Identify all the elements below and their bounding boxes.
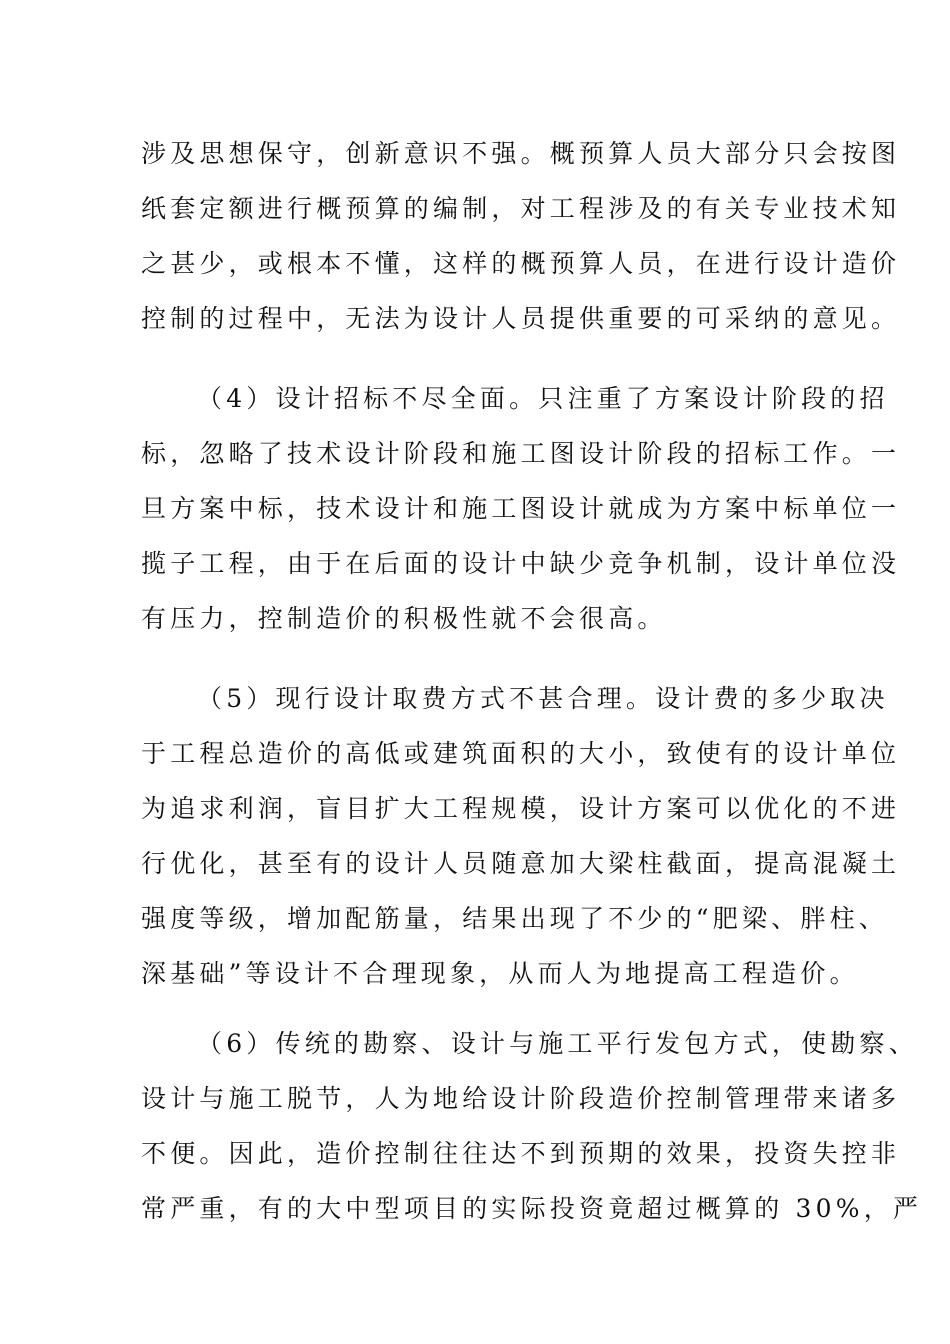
paragraph-line: 设计与施工脱节，人为地给设计阶段造价控制管理带来诸多 xyxy=(141,1084,901,1113)
paragraph-line: 标，忽略了技术设计阶段和施工图设计阶段的招标工作。一 xyxy=(141,439,901,468)
paragraph-design-staff xyxy=(141,126,901,346)
paragraph-contracting-method xyxy=(141,1016,923,1236)
paragraph-line: 纸套定额进行概预算的编制，对工程涉及的有关专业技术知 xyxy=(141,194,901,223)
paragraph-line: 常严重，有的大中型项目的实际投资竟超过概算的 30%，严 xyxy=(141,1194,923,1223)
paragraph-line: 之甚少，或根本不懂，这样的概预算人员，在进行设计造价 xyxy=(141,249,901,278)
paragraph-design-bidding xyxy=(141,371,901,646)
paragraph-line: 控制的过程中，无法为设计人员提供重要的可采纳的意见。 xyxy=(141,304,901,333)
paragraph-line: （4）设计招标不尽全面。只注重了方案设计阶段的招 xyxy=(197,384,889,413)
paragraph-design-fees xyxy=(141,671,901,1001)
paragraph-line: 涉及思想保守，创新意识不强。概预算人员大部分只会按图 xyxy=(141,139,901,168)
paragraph-line: 行优化，甚至有的设计人员随意加大梁柱截面，提高混凝土 xyxy=(141,849,901,878)
paragraph-line: 揽子工程，由于在后面的设计中缺少竞争机制，设计单位没 xyxy=(141,549,901,578)
paragraph-line: （5）现行设计取费方式不甚合理。设计费的多少取决 xyxy=(197,684,889,713)
paragraph-line: 旦方案中标，技术设计和施工图设计就成为方案中标单位一 xyxy=(141,494,901,523)
paragraph-line: 于工程总造价的高低或建筑面积的大小，致使有的设计单位 xyxy=(141,739,901,768)
paragraph-line: 不便。因此，造价控制往往达不到预期的效果，投资失控非 xyxy=(141,1139,901,1168)
paragraph-line: 为追求利润，盲目扩大工程规模，设计方案可以优化的不进 xyxy=(141,794,901,823)
paragraph-line: 强度等级，增加配筋量，结果出现了不少的“肥梁、胖柱、 xyxy=(141,904,888,933)
paragraph-line: 深基础”等设计不合理现象，从而人为地提高工程造价。 xyxy=(141,959,859,988)
paragraph-line: 有压力，控制造价的积极性就不会很高。 xyxy=(141,604,667,633)
paragraph-line: （6）传统的勘察、设计与施工平行发包方式，使勘察、 xyxy=(197,1029,918,1058)
